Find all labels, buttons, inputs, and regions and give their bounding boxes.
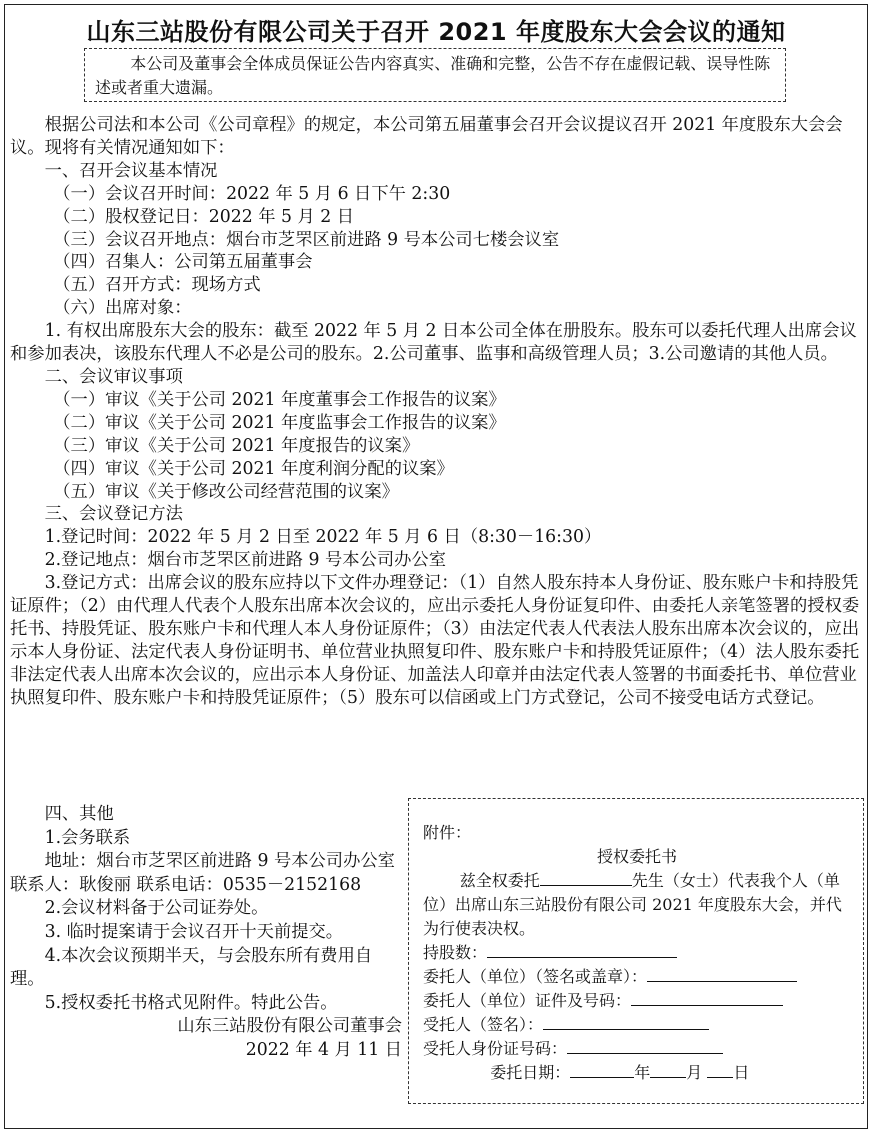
agent-line [423, 1013, 851, 1037]
notice-body [10, 114, 862, 710]
shares-line [423, 941, 851, 965]
year-label: 年 [634, 1063, 651, 1082]
section3-heading: 三、会议登记方法 [44, 504, 183, 525]
attendees-paragraph: 1. 有权出席股东大会的股东：截至 2022 年 5 月 2 日本公司全体在册股东。股东可以委托代理人出席会议和参加表决，该股东代理人不必是公司的股东。2.公司董事、监事和高级管理人员；3.公司邀请的其他人员。 [10, 321, 857, 365]
agenda-item: （四）审议《关于公司 2021 年度利润分配的议案》 [53, 458, 454, 479]
month-label: 月 [686, 1063, 703, 1082]
disclaimer-text: 本公司及董事会全体成员保证公告内容真实、准确和完整，公告不存在虚假记载、误导性陈述或者重大遗漏。 [95, 54, 771, 97]
year-blank [570, 1062, 634, 1078]
section1-item: （二）股权登记日：2022 年 5 月 2 日 [53, 206, 355, 227]
agenda-item: （一）审议《关于公司 2021 年度董事会工作报告的议案》 [53, 389, 506, 410]
day-blank [707, 1062, 733, 1078]
notice-date: 2022 年 4 月 11 日 [245, 1039, 402, 1060]
agent-id-line [423, 1037, 851, 1061]
principal-blank [647, 966, 797, 982]
proxy-form-body [423, 869, 851, 941]
principal-line [423, 965, 851, 989]
month-blank [650, 1062, 686, 1078]
disclaimer-box [84, 48, 786, 102]
section1-item: （三）会议召开地点：烟台市芝罘区前进路 9 号本公司七楼会议室 [53, 229, 560, 250]
proxy-form-title: 授权委托书 [596, 847, 677, 866]
registration-time: 1.登记时间：2022 年 5 月 2 日至 2022 年 5 月 6 日（8:30－16:30） [44, 527, 602, 548]
other-item: 2.会议材料备于公司证券处。 [44, 898, 269, 919]
agent-id-label: 受托人身份证号码： [423, 1039, 568, 1058]
notice-title: 山东三站股份有限公司关于召开 2021 年度股东大会会议的通知 [86, 18, 786, 46]
section1-item: （六）出席对象： [53, 298, 192, 319]
principal-id-blank [631, 990, 783, 1006]
proxy-date-label: 委托日期： [490, 1063, 571, 1082]
proxy-date-line [423, 1061, 851, 1085]
day-label: 日 [733, 1063, 750, 1082]
shares-label: 持股数： [423, 943, 488, 962]
principal-label: 委托人（单位）（签名或盖章）： [423, 967, 648, 986]
proxy-body-pre: 兹全权委托 [459, 871, 540, 890]
section2-heading: 二、会议审议事项 [44, 366, 183, 387]
agent-blank [543, 1014, 709, 1030]
other-section [10, 803, 402, 1063]
proxy-form-attachment [408, 798, 864, 1104]
agent-label: 受托人（签名）： [423, 1015, 544, 1034]
section1-heading: 一、召开会议基本情况 [44, 160, 218, 181]
attachment-label: 附件： [423, 823, 472, 842]
contact-heading: 1.会务联系 [44, 827, 131, 848]
section4-heading: 四、其他 [44, 804, 114, 824]
contact-info: 地址：烟台市芝罘区前进路 9 号本公司办公室 联系人：耿俊丽 联系电话：0535－2152168 [10, 851, 395, 895]
agenda-item: （二）审议《关于公司 2021 年度监事会工作报告的议案》 [53, 412, 506, 433]
principal-id-label: 委托人（单位）证件及号码： [423, 991, 632, 1010]
agenda-item: （五）审议《关于修改公司经营范围的议案》 [53, 481, 399, 502]
proxy-name-blank [540, 870, 632, 886]
other-item: 5.授权委托书格式见附件。特此公告。 [44, 992, 338, 1013]
agent-id-blank [567, 1038, 723, 1054]
shares-blank [487, 942, 677, 958]
other-item: 4.本次会议预期半天，与会股东所有费用自理。 [10, 945, 373, 990]
section1-item: （一）会议召开时间：2022 年 5 月 6 日下午 2:30 [53, 183, 451, 204]
principal-id-line [423, 989, 851, 1013]
proxy-body-post: 先生（女士）代表我个人（单位）出席山东三站股份有限公司 2021 年度股东大会，并代为行使表决权。 [423, 871, 842, 938]
agenda-item: （三）审议《关于公司 2021 年度报告的议案》 [53, 435, 420, 456]
section1-item: （四）召集人：公司第五届董事会 [53, 252, 313, 273]
signer: 山东三站股份有限公司董事会 [177, 1016, 402, 1037]
other-item: 3. 临时提案请于会议召开十天前提交。 [44, 921, 344, 942]
registration-method: 3.登记方式：出席会议的股东应持以下文件办理登记：（1）自然人股东持本人身份证、股东账户卡和持股凭证原件；（2）由代理人代表个人股东出席本次会议的，应出示委托人身份证复印件、由委托人亲笔签署的授权委托书、持股凭证、股东账户卡和代理人本人身份证原件；（3）由法定代表人代表法人股东出席本次会议的，应出示本人身份证、法定代表人身份证明书、单位营业执照复印件、股东账户卡和持股凭证原件；（4）法人股东委托非法定代表人出席本次会议的，应出示本人身份证、加盖法人印章并由法定代表人签署的书面委托书、单位营业执照复印件、股东账户卡和持股凭证原件；（5）股东可以信函或上门方式登记，公司不接受电话方式登记。 [10, 573, 860, 708]
intro-paragraph: 根据公司法和本公司《公司章程》的规定，本公司第五届董事会召开会议提议召开 2021 年度股东大会会议。现将有关情况通知如下： [10, 115, 843, 158]
registration-place: 2.登记地点：烟台市芝罘区前进路 9 号本公司办公室 [44, 550, 446, 571]
section1-item: （五）召开方式：现场方式 [53, 275, 261, 296]
